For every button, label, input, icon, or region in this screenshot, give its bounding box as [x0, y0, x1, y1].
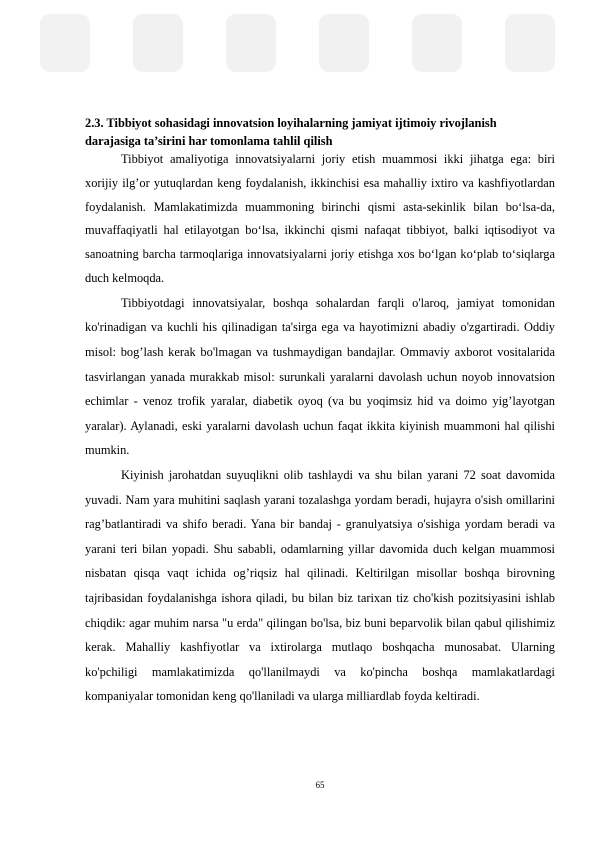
watermark-block	[412, 14, 462, 72]
watermark-block	[133, 14, 183, 72]
page-number: 65	[315, 780, 325, 790]
body-text	[85, 148, 555, 709]
watermark-block	[505, 14, 555, 72]
section-heading: 2.3. Tibbiyot sohasidagi innovatsion loyihalarning jamiyat ijtimoiy rivojlanish darajasiga ta’sirini har tomonlama tahlil qilish	[85, 116, 497, 148]
watermark-block	[226, 14, 276, 72]
paragraph: Kiyinish jarohatdan suyuqlikni olib tashlaydi va shu bilan yarani 72 soat davomida yuvadi. Nam yara muhitini saqlash yarani tozalashga yordam beradi, hujayra o'sish omillarini rag’batlantiradi va shifo beradi. Yana bir bandaj - granulyatsiya o'sishiga yordam beradi va yarani teri bilan yopadi. Shu sababli, odamlarning yillar davomida duch kelgan muammosi nisbatan qisqa vaqt ichida og’riqsiz hal qilinadi. Keltirilgan misollar boshqa birovning tajribasidan foydalanishga ishora qiladi, bu bilan biz tarixan tiz cho'kish pozitsiyasini ishlab chiqdik: agar muhim narsa "u erda" qilingan bo'lsa, biz buni beparvolik bilan qabul qilishimiz kerak. Mahalliy kashfiyotlar va ixtirolarga mutlaqo boshqacha munosabat. Ularning ko'pchiligi mamlakatimizda qo'llanilmaydi va ko'pincha boshqa mamlakatlardagi kompaniyalar tomonidan keng qo'llaniladi va ularga milliardlab foyda keltiradi.	[85, 467, 555, 704]
watermark-block	[40, 14, 90, 72]
watermark	[40, 14, 555, 72]
paragraph: Tibbiyot amaliyotiga innovatsiyalarni joriy etish muammosi ikki jihatga ega: biri xorijiy ilg’or yutuqlardan keng foydalanish, ikkinchisi esa mahalliy ixtiro va kashfiyotlardan foydalanish. Mamlakatimizda muammoning birinchi qismi asta-sekinlik bilan bo‘lsa-da, muvaffaqiyatli hal etilayotgan bo‘lsa, ikkinchi qismi nafaqat tibbiyot, balki iqtisodiyot va sanoatning barcha tarmoqlariga innovatsiyalarni joriy etishga xos bo‘lgan ko‘plab to‘siqlarga duch kelmoqda.	[85, 152, 555, 285]
paragraph: Tibbiyotdagi innovatsiyalar, boshqa sohalardan farqli o'laroq, jamiyat tomonidan ko'rinadigan va kuchli his qilinadigan ta'sirga ega va hayotimizni abadiy o'zgartiradi. Oddiy misol: bog’lash kerak bo'lmagan va tushmaydigan bandajlar. Ommaviy axborot vositalarida tasvirlangan yanada murakkab misol: surunkali yaralarni davolash uchun noyob innovatsion echimlar - venoz trofik yaralar, diabetik oyoq (va bu yoqimsiz hid va doimo yig’layotgan yaralar). Aylanadi, eski yaralarni davolash uchun faqat ikkita kiyinish muammoni hal qilishi mumkin.	[85, 295, 555, 458]
watermark-block	[319, 14, 369, 72]
